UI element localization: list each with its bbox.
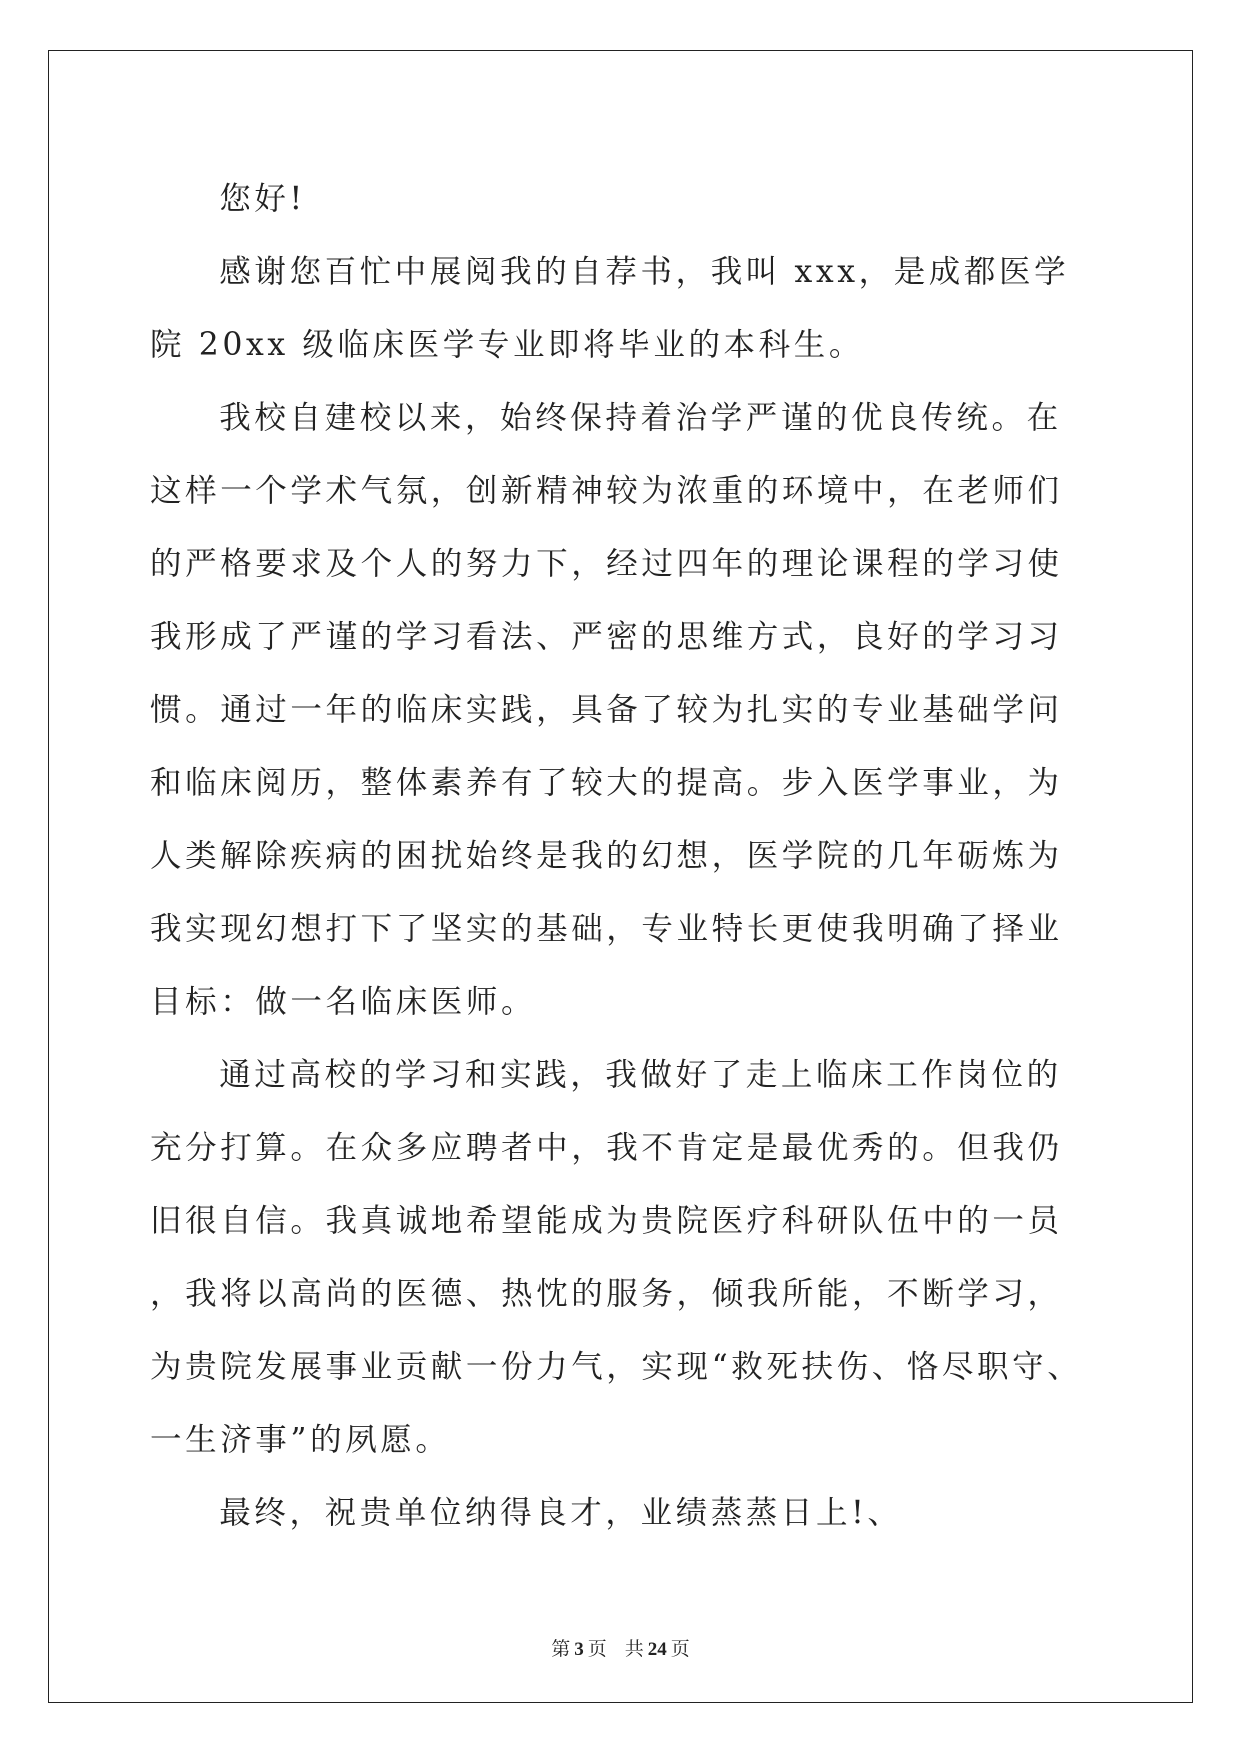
page-suffix: 页: [587, 1639, 607, 1660]
paragraph-education: 我校自建校以来，始终保持着治学严谨的优良传统。在这样一个学术气氛，创新精神较为浓重的环境中，在老师们的严格要求及个人的努力下，经过四年的理论课程的学习使我形成了严谨的学习看法、严密的思维方式，良好的学习习惯。通过一年的临床实践，具备了较为扎实的专业基础学问和临床阅历，整体素养有了较大的提高。步入医学事业，为人类解除疾病的困扰始终是我的幻想，医学院的几年砺炼为我实现幻想打下了坚实的基础，专业特长更使我明确了择业目标：做一名临床医师。: [150, 400, 1063, 1020]
greeting: 您好!: [219, 181, 306, 217]
total-suffix: 页: [670, 1639, 690, 1660]
total-prefix: 共: [624, 1639, 644, 1660]
letter-body: [150, 163, 1096, 1550]
paragraph-closing: 最终，祝贵单位纳得良才，业绩蒸蒸日上!、: [219, 1495, 903, 1531]
page-footer: [0, 1634, 1241, 1661]
paragraph-application: 通过高校的学习和实践，我做好了走上临床工作岗位的充分打算。在众多应聘者中，我不肯定是最优秀的。但我仍旧很自信。我真诚地希望能成为贵院医疗科研队伍中的一员，我将以高尚的医德、热忱的服务，倾我所能，不断学习，为贵院发展事业贡献一份力气，实现“救死扶伤、恪尽职守、一生济事”的夙愿。: [150, 1057, 1083, 1458]
paragraph-introduction: 感谢您百忙中展阅我的自荐书，我叫 xxx，是成都医学院 20xx 级临床医学专业即将毕业的本科生。: [150, 254, 1070, 363]
total-page-count: 24: [647, 1639, 667, 1660]
page-prefix: 第: [551, 1639, 571, 1660]
current-page-number: 3: [574, 1639, 584, 1660]
